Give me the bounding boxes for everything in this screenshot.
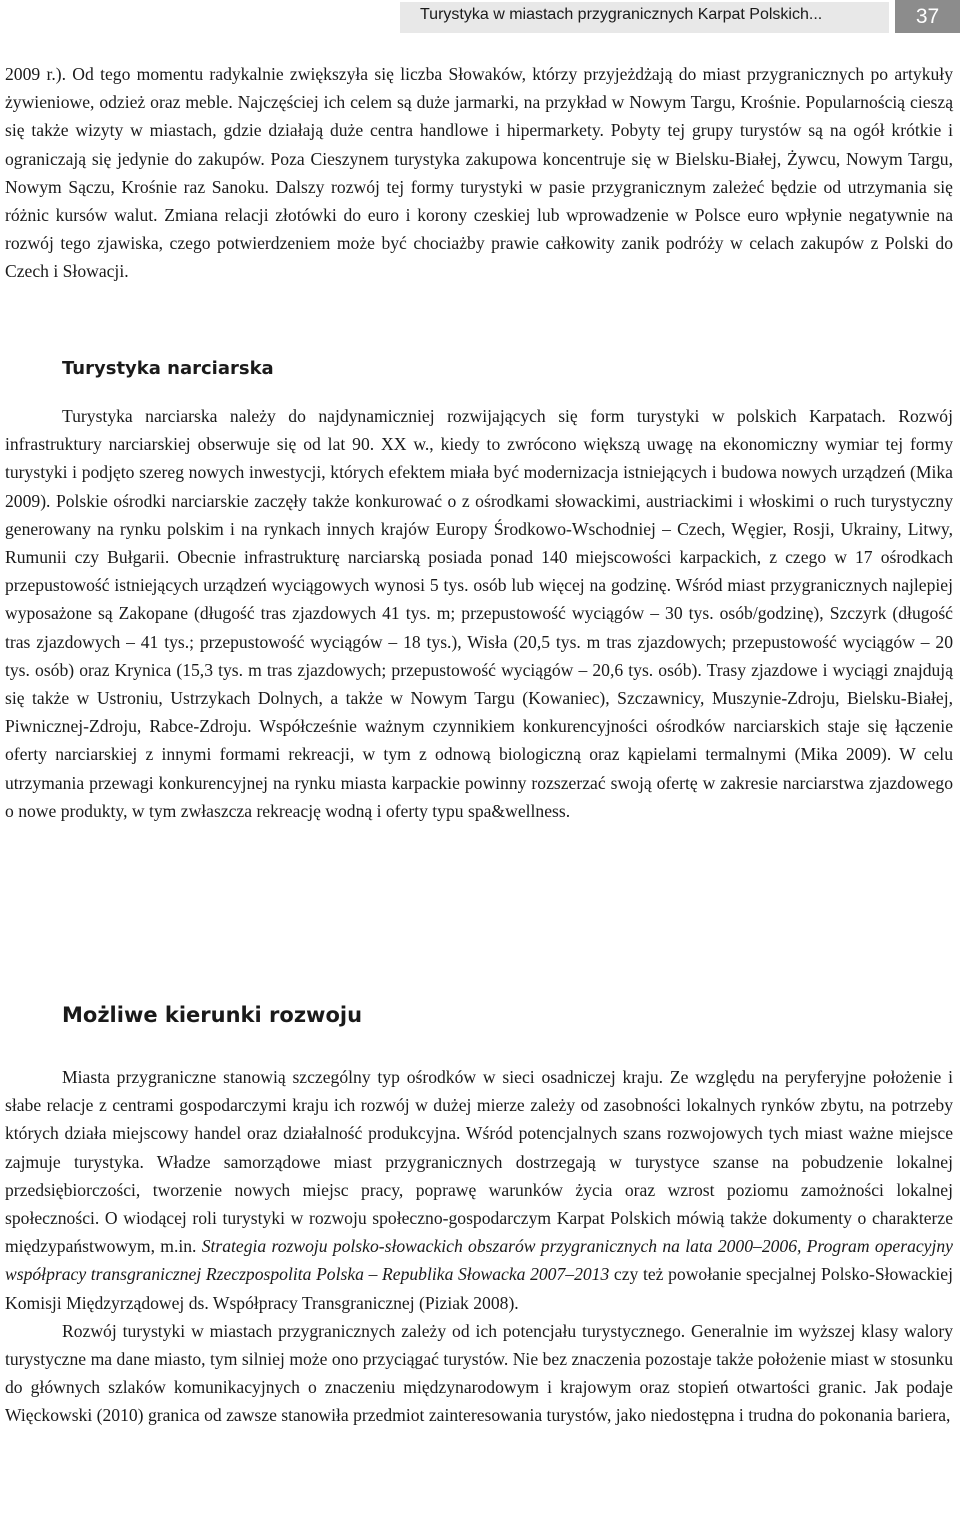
running-header-title: Turystyka w miastach przygranicznych Karpat Polskich...: [420, 6, 823, 23]
paragraph: 2009 r.). Od tego momentu radykalnie zwiększyła się liczba Słowaków, którzy przyjeżdżają do miast przygranicznych po artykuły żywieniowe, odzież oraz meble. Najczęściej ich celem są duże jarmarki, na przykład w Nowym Targu, Krośnie. Popularnością cieszą się także wizyty w miastach, gdzie działają duże centra handlowe i hipermarkety. Pobyty tej grupy turystów są na ogół krótkie i ograniczają się jedynie do zakupów. Poza Cieszynem turystyka zakupowa koncentruje się w Bielsku-Białej, Żywcu, Nowym Targu, Nowym Sączu, Krośnie raz Sanoku. Dalszy rozwój tej formy turystyki w pasie przygranicznym zależeć będzie od utrzymania się różnic kursów walut. Zmiana relacji złotówki do euro i korony czeskiej lub wprowadzenie w Polsce euro wpłynie negatywnie na rozwój tego zjawiska, czego potwierdzeniem może być chociażby prawie całkowity zanik podróży w celach zakupów z Polski do Czech i Słowacji.: [5, 64, 953, 282]
section-ski-tourism: [5, 402, 953, 825]
paragraph: Turystyka narciarska należy do najdynamiczniej rozwijających się form turystyki w polskich Karpatach. Rozwój infrastruktury narciarskiej obserwuje się od lat 90. XX w., kiedy to zwrócono większą uwagę na ekonomiczny wymiar tej formy turystyki i podjęto szereg nowych inwestycji, których efektem miała być modernizacja istniejących i budowa nowych urządzeń (Mika 2009). Polskie ośrodki narciarskie zaczęły także konkurować o z ośrodkami słowackimi, austriackimi i włoskimi o ruch turystyczny generowany na rynku polskim i na rynkach innych krajów Europy Środkowo-Wschodniej – Czech, Węgier, Rosji, Ukrainy, Litwy, Rumunii czy Bułgarii. Obecnie infrastrukturę narciarską posiada ponad 140 miejscowości karpackich, z czego w 17 ośrodkach przepustowość istniejących urządzeń wyciągowych wynosi 5 tys. osób lub więcej na godzinę. Wśród miast przygranicznych najlepiej wyposażone są Zakopane (długość tras zjazdowych 41 tys. m; przepustowość wyciągów – 30 tys. osób/godzinę), Szczyrk (długość tras zjazdowych – 41 tys.; przepustowość wyciągów – 18 tys.), Wisła (20,5 tys. m tras zjazdowych; przepustowość wyciągów – 20 tys. osób) oraz Krynica (15,3 tys. m tras zjazdowych; przepustowość wyciągów – 20,6 tys. osób). Trasy zjazdowe i wyciągi znajdują się także w Ustroniu, Ustrzykach Dolnych, a także w Nowym Targu (Kowaniec), Szczawnicy, Muszynie-Zdroju, Bielsku-Białej, Piwnicznej-Zdroju, Rabce-Zdroju. Współcześnie ważnym czynnikiem konkurencyjności ośrodków narciarskich staje się łączenie oferty narciarskiej z innymi formami rekreacji, w tym z odnową biologiczną oraz kąpielami termalnymi (Mika 2009). W celu utrzymania przewagi konkurencyjnej na rynku miasta karpackie powinny rozszerzać swoją ofertę w zakresie narciarstwa zjazdowego o nowe produkty, w tym zwłaszcza rekreację wodną i oferty typu spa&wellness.: [5, 406, 953, 821]
paragraph: [5, 1063, 953, 1317]
page-number: 37: [895, 0, 960, 33]
paragraph-text: Miasta przygraniczne stanowią szczególny typ ośrodków w sieci osadniczej kraju. Ze względu na peryferyjne położenie i słabe relacje z centrami gospodarczymi kraju ich rozwój w dużej mierze zależy od zasobności lokalnych rynków zbytu, na potrzeby których działa miejscowy handel oraz działalność produkcyjna. Wśród potencjalnych szans rozwojowych tych miast ważne miejsce zajmuje turystyka. Władze samorządowe miast przygranicznych dostrzegają w turystyce szanse na pobudzenie lokalnej przedsiębiorczości, tworzenie nowych miejsc pracy, poprawę warunków życia oraz wzrost poziomu zamożności lokalnej społeczności. O wiodącej roli turystyki w rozwoju społeczno-gospodarczym Karpat Polskich mówią także dokumenty o charakterze międzypaństwowym, m.in.: [5, 1067, 953, 1257]
document-titles-italic: Strategia rozwoju polsko-słowackich obszarów przygranicznych na lata 2000–2006, Program operacyjny współpracy transgranicznej Rzeczpospolita Polska – Republika Słowacka 2007–2013: [5, 1236, 953, 1285]
paragraph-text: czy też powołanie specjalnej Polsko-Słowackiej Komisji Międzyrządowej ds. Współpracy Transgranicznej (Piziak 2008).: [5, 1264, 953, 1313]
paragraph: Rozwój turystyki w miastach przygranicznych zależy od ich potencjału turystycznego. Generalnie im wyższej klasy walory turystyczne ma dane miasto, tym silniej może ono przyciągać turystów. Nie bez znaczenia pozostaje także położenie miast w stosunku do głównych szlaków komunikacyjnych o znaczeniu międzynarodowym i krajowym oraz stopień otwartości granic. Jak podaje Więckowski (2010) granica od zawsze stanowiła przedmiot zainteresowania turystów, jako niedostępna i trudna do pokonania bariera,: [5, 1320, 953, 1426]
section-intro: [5, 60, 953, 286]
section-heading: Turystyka narciarska: [62, 358, 274, 379]
section-development: [5, 1063, 953, 1430]
section-heading: Możliwe kierunki rozwoju: [62, 1003, 363, 1027]
